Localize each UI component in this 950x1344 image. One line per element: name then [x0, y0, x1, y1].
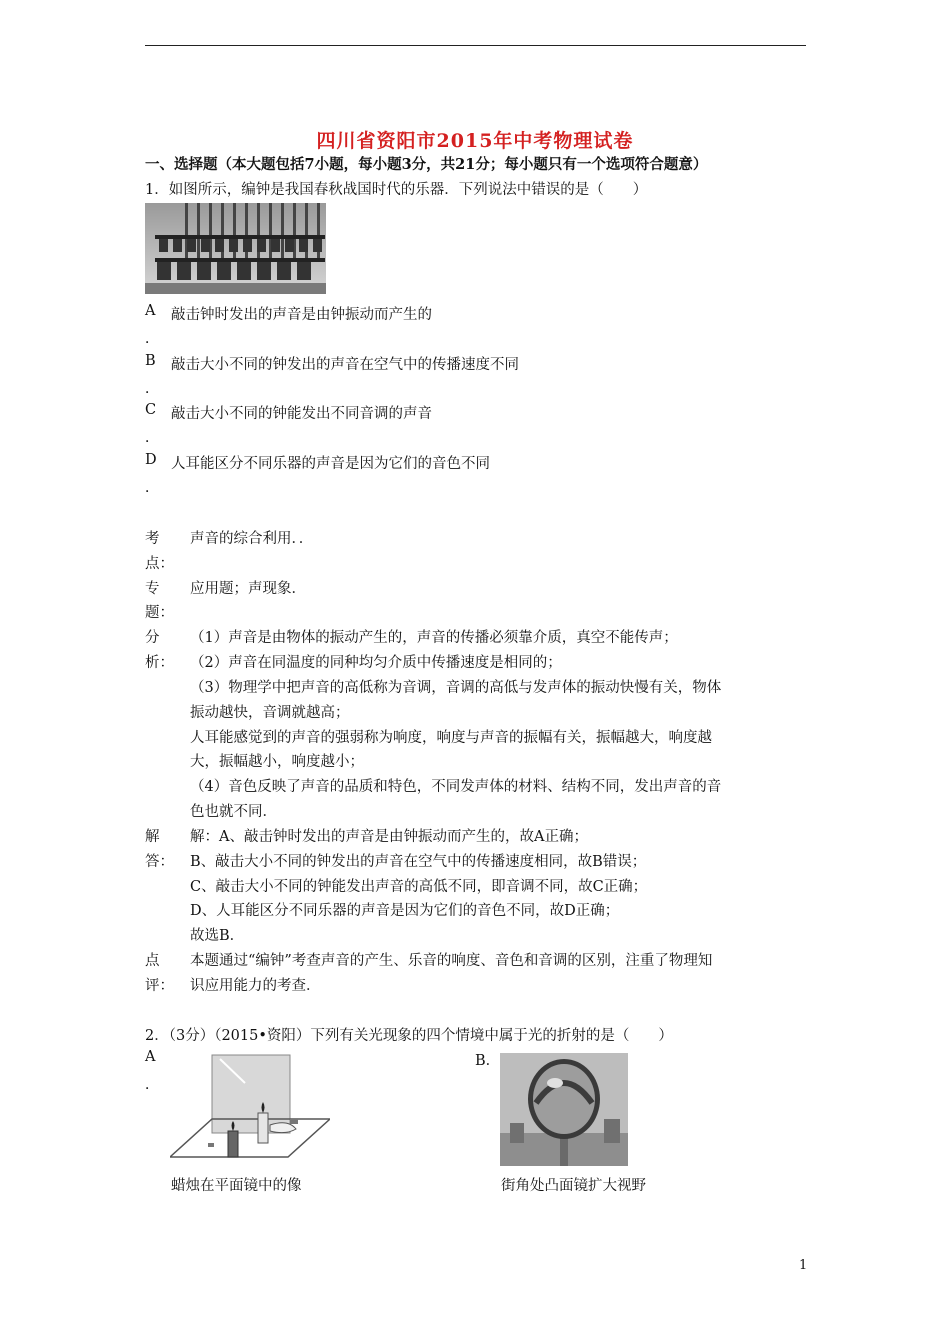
q1-option-a-text: 敲击钟时发出的声音是由钟振动而产生的 [171, 307, 432, 323]
dianping-line-2: 识应用能力的考查． [190, 978, 321, 994]
header-rule [145, 45, 806, 46]
q1-option-d-dot: ． [145, 480, 159, 496]
jieda-line-5: 故选B． [190, 928, 245, 944]
page-number: 1 [799, 1258, 808, 1273]
q1-option-b-text: 敲击大小不同的钟发出的声音在空气中的传播速度不同 [171, 357, 519, 373]
kaodian-label-1: 考 [145, 531, 160, 547]
zhuanti-label-2: 题： [145, 605, 174, 621]
bianzhong-photo [145, 203, 326, 294]
fenxi-label-1: 分 [145, 630, 160, 646]
jieda-label-2: 答： [145, 854, 174, 870]
q2-caption-a: 蜡烛在平面镜中的像 [171, 1178, 302, 1194]
q2-caption-b: 街角处凸面镜扩大视野 [501, 1178, 646, 1194]
q2-option-a-dot: ． [145, 1077, 159, 1093]
jieda-line-4: D、人耳能区分不同乐器的声音是因为它们的音色不同，故D正确； [190, 903, 620, 919]
zhuanti-text: 应用题；声现象． [190, 581, 306, 597]
fenxi-line-2: （2）声音在同温度的同种均匀介质中传播速度是相同的； [190, 655, 562, 671]
page-title: 四川省资阳市2015年中考物理试卷 [316, 130, 634, 152]
jieda-line-3: C、敲击大小不同的钟能发出声音的高低不同，即音调不同，故C正确； [190, 879, 648, 895]
fenxi-line-6: 大，振幅越小，响度越小； [190, 754, 364, 770]
section-heading: 一、选择题（本大题包括7小题，每小题3分，共21分；每小题只有一个选项符合题意） [145, 156, 708, 173]
convex-mirror-figure [500, 1053, 628, 1166]
q2-stem: 2．（3分）（2015•资阳）下列有关光现象的四个情境中属于光的折射的是（ ） [145, 1028, 673, 1044]
fenxi-label-2: 析： [145, 655, 174, 671]
fenxi-line-7: （4）音色反映了声音的品质和特色，不同发声体的材料、结构不同，发出声音的音 [190, 779, 722, 795]
q1-option-d-letter: D [145, 452, 157, 468]
kaodian-label-2: 点： [145, 556, 174, 572]
q1-option-c-dot: ． [145, 430, 159, 446]
fenxi-line-8: 色也就不同． [190, 804, 277, 820]
q1-option-b-letter: B [145, 353, 156, 369]
jieda-line-2: B、敲击大小不同的钟发出的声音在空气中的传播速度相同，故B错误； [190, 854, 647, 870]
q1-option-d-text: 人耳能区分不同乐器的声音是因为它们的音色不同 [171, 456, 490, 472]
candle-mirror-figure [170, 1053, 330, 1166]
dianping-label-2: 评： [145, 978, 174, 994]
kaodian-text: 声音的综合利用．． [190, 531, 314, 547]
q1-option-c-text: 敲击大小不同的钟能发出不同音调的声音 [171, 406, 432, 422]
jieda-line-1: 解：A、敲击钟时发出的声音是由钟振动而产生的，故A正确； [190, 829, 588, 845]
zhuanti-label-1: 专 [145, 581, 160, 597]
dianping-label-1: 点 [145, 953, 160, 969]
fenxi-line-4: 振动越快，音调就越高； [190, 705, 350, 721]
q1-option-a-dot: ． [145, 331, 159, 347]
q1-option-c-letter: C [145, 402, 157, 418]
jieda-label-1: 解 [145, 829, 160, 845]
q1-option-a-letter: A [145, 303, 156, 319]
fenxi-line-1: （1）声音是由物体的振动产生的，声音的传播必须靠介质，真空不能传声； [190, 630, 678, 646]
dianping-line-1: 本题通过“编钟”考查声音的产生、乐音的响度、音色和音调的区别，注重了物理知 [190, 953, 713, 969]
fenxi-line-5: 人耳能感觉到的声音的强弱称为响度，响度与声音的振幅有关，振幅越大，响度越 [190, 730, 712, 746]
q2-option-a-letter: A [145, 1049, 156, 1065]
q2-option-b-letter: B． [475, 1053, 501, 1069]
q1-option-b-dot: ． [145, 381, 159, 397]
fenxi-line-3: （3）物理学中把声音的高低称为音调，音调的高低与发声体的振动快慢有关，物体 [190, 680, 722, 696]
q1-stem: 1．如图所示，编钟是我国春秋战国时代的乐器．下列说法中错误的是（ ） [145, 182, 648, 198]
